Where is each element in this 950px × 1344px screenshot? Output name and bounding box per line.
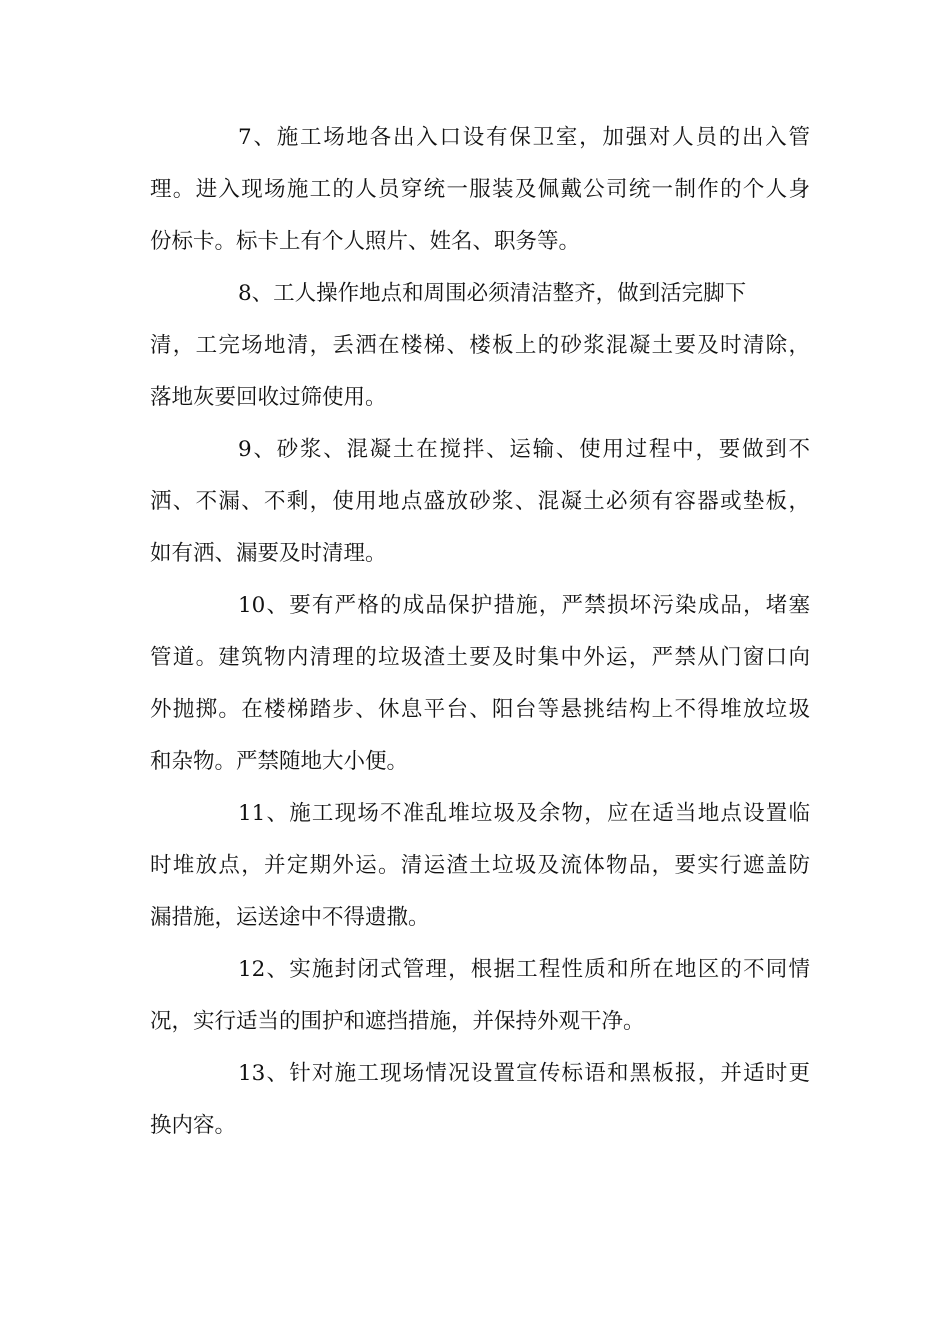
paragraph-7-line-1: 7、施工场地各出入口设有保卫室，加强对人员的出入管 bbox=[238, 125, 810, 150]
paragraph-10-line-4: 和杂物。严禁随地大小便。 bbox=[150, 749, 409, 774]
paragraph-11-line-3: 漏措施，运送途中不得遗撒。 bbox=[150, 905, 430, 930]
paragraph-10-line-2: 管道。建筑物内清理的垃圾渣土要及时集中外运，严禁从门窗口向 bbox=[150, 645, 810, 670]
paragraph-13-line-1: 13、针对施工现场情况设置宣传标语和黑板报，并适时更 bbox=[238, 1061, 810, 1086]
paragraph-12-line-1: 12、实施封闭式管理，根据工程性质和所在地区的不同情 bbox=[238, 957, 810, 982]
paragraph-10-line-1: 10、要有严格的成品保护措施，严禁损坏污染成品，堵塞 bbox=[238, 593, 810, 618]
paragraph-12-line-2: 况，实行适当的围护和遮挡措施，并保持外观干净。 bbox=[150, 1009, 645, 1034]
paragraph-9-line-1: 9、砂浆、混凝土在搅拌、运输、使用过程中，要做到不 bbox=[238, 437, 810, 462]
paragraph-9-line-2: 洒、不漏、不剩，使用地点盛放砂浆、混凝土必须有容器或垫板， bbox=[150, 489, 810, 514]
paragraph-8-line-2: 清，工完场地清，丢洒在楼梯、楼板上的砂浆混凝土要及时清除， bbox=[150, 333, 810, 358]
paragraph-13-line-2: 换内容。 bbox=[150, 1113, 237, 1138]
paragraph-8-line-3: 落地灰要回收过筛使用。 bbox=[150, 385, 387, 410]
paragraph-11-line-1: 11、施工现场不准乱堆垃圾及余物，应在适当地点设置临 bbox=[238, 801, 810, 826]
paragraph-8-line-1: 8、工人操作地点和周围必须清洁整齐，做到活完脚下 bbox=[238, 281, 747, 306]
paragraph-7-line-2: 理。进入现场施工的人员穿统一服装及佩戴公司统一制作的个人身 bbox=[150, 177, 810, 202]
paragraph-11-line-2: 时堆放点，并定期外运。清运渣土垃圾及流体物品，要实行遮盖防 bbox=[150, 853, 810, 878]
paragraph-7-line-3: 份标卡。标卡上有个人照片、姓名、职务等。 bbox=[150, 229, 581, 254]
paragraph-9-line-3: 如有洒、漏要及时清理。 bbox=[150, 541, 387, 566]
paragraph-10-line-3: 外抛掷。在楼梯踏步、休息平台、阳台等悬挑结构上不得堆放垃圾 bbox=[150, 697, 810, 722]
